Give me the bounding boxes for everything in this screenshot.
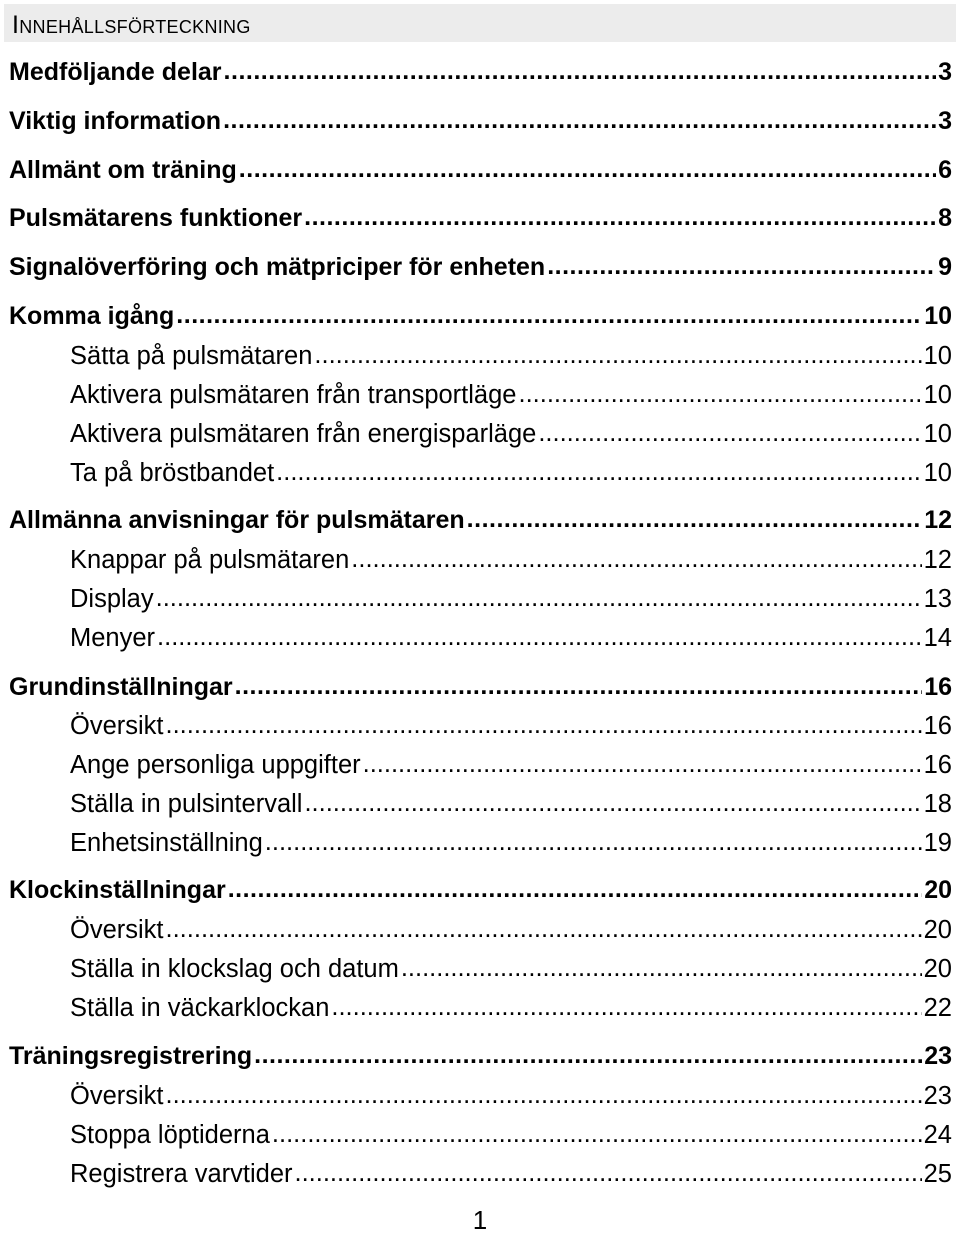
toc-entry-page: 10 bbox=[923, 342, 952, 370]
toc-entry-title: Komma igång bbox=[9, 302, 175, 330]
toc-entry-title: Medföljande delar bbox=[9, 58, 222, 86]
toc-entry-page: 10 bbox=[923, 420, 952, 448]
toc-entry-title: Ställa in pulsintervall bbox=[70, 790, 303, 818]
toc-entry[interactable] bbox=[9, 107, 952, 141]
toc-entry[interactable] bbox=[9, 302, 952, 336]
toc-subentry[interactable] bbox=[70, 712, 952, 746]
toc-entry-title: Allmänna anvisningar för pulsmätaren bbox=[9, 506, 465, 534]
toc-entry-page: 22 bbox=[923, 994, 952, 1022]
toc-entry-title: Översikt bbox=[70, 1082, 164, 1110]
toc-subentry[interactable] bbox=[70, 585, 952, 619]
toc-dot-leader bbox=[228, 875, 922, 904]
toc-entry-title: Sätta på pulsmätaren bbox=[70, 342, 313, 370]
toc-subentry[interactable] bbox=[70, 342, 952, 376]
toc-entry-title: Signalöverföring och mätpriciper för enheten bbox=[9, 253, 546, 281]
toc-dot-leader bbox=[538, 419, 921, 448]
toc-entry-page: 16 bbox=[923, 712, 952, 740]
toc-entry-title: Översikt bbox=[70, 712, 164, 740]
toc-entry-page: 24 bbox=[923, 1121, 952, 1149]
toc-entry-title: Viktig information bbox=[9, 107, 222, 135]
toc-entry-page: 20 bbox=[923, 916, 952, 944]
toc-dot-leader bbox=[295, 1159, 922, 1188]
toc-entry[interactable] bbox=[9, 1042, 952, 1076]
toc-dot-leader bbox=[351, 545, 921, 574]
toc-entry-title: Aktivera pulsmätaren från energisparläge bbox=[70, 420, 537, 448]
toc-entry-page: 3 bbox=[938, 58, 952, 86]
toc-subentry[interactable] bbox=[70, 829, 952, 863]
toc-dot-leader bbox=[224, 57, 937, 86]
toc-entry-title: Knappar på pulsmätaren bbox=[70, 546, 350, 574]
toc-entry-page: 12 bbox=[923, 546, 952, 574]
toc-subentry[interactable] bbox=[70, 916, 952, 950]
toc-entry-page: 13 bbox=[923, 585, 952, 613]
toc-entry-page: 18 bbox=[923, 790, 952, 818]
toc-entry-title: Display bbox=[70, 585, 154, 613]
toc-dot-leader bbox=[518, 380, 921, 409]
toc-entry-title: Översikt bbox=[70, 916, 164, 944]
toc-subentry[interactable] bbox=[70, 955, 952, 989]
toc-subentry[interactable] bbox=[70, 546, 952, 580]
toc-dot-leader bbox=[467, 505, 923, 534]
toc-entry[interactable] bbox=[9, 253, 952, 287]
toc-entry-title: Grundinställningar bbox=[9, 673, 233, 701]
toc-entry-page: 9 bbox=[938, 253, 952, 281]
toc-entry-page: 6 bbox=[938, 156, 952, 184]
toc-entry-title: Ställa in klockslag och datum bbox=[70, 955, 399, 983]
toc-dot-leader bbox=[235, 672, 923, 701]
toc-dot-leader bbox=[157, 623, 922, 652]
toc-entry-title: Registrera varvtider bbox=[70, 1160, 293, 1188]
toc-dot-leader bbox=[265, 828, 922, 857]
toc-subentry[interactable] bbox=[70, 381, 952, 415]
toc-subentry[interactable] bbox=[70, 751, 952, 785]
toc-dot-leader bbox=[304, 203, 936, 232]
toc-dot-leader bbox=[254, 1041, 922, 1070]
toc-subentry[interactable] bbox=[70, 790, 952, 824]
toc-dot-leader bbox=[239, 155, 936, 184]
toc-entry-title: Ta på bröstbandet bbox=[70, 459, 275, 487]
toc-entry-title: Allmänt om träning bbox=[9, 156, 237, 184]
toc-dot-leader bbox=[166, 1081, 922, 1110]
toc-entry-title: Träningsregistrering bbox=[9, 1042, 253, 1070]
toc-subentry[interactable] bbox=[70, 459, 952, 493]
toc-entry-title: Stoppa löptiderna bbox=[70, 1121, 270, 1149]
toc-entry-title: Menyer bbox=[70, 624, 156, 652]
toc-entry-page: 8 bbox=[938, 204, 952, 232]
toc-dot-leader bbox=[272, 1120, 922, 1149]
toc-dot-leader bbox=[176, 301, 922, 330]
toc-entry-title: Pulsmätarens funktioner bbox=[9, 204, 303, 232]
toc-subentry[interactable] bbox=[70, 994, 952, 1028]
toc-subentry[interactable] bbox=[70, 1082, 952, 1116]
toc-dot-leader bbox=[223, 106, 936, 135]
toc-entry[interactable] bbox=[9, 506, 952, 540]
toc-entry-page: 20 bbox=[924, 876, 952, 904]
toc-entry-title: Ange personliga uppgifter bbox=[70, 751, 361, 779]
toc-entry-page: 19 bbox=[923, 829, 952, 857]
toc-dot-leader bbox=[156, 584, 922, 613]
toc-entry-page: 25 bbox=[923, 1160, 952, 1188]
toc-entry-page: 16 bbox=[924, 673, 952, 701]
toc-dot-leader bbox=[363, 750, 922, 779]
toc-dot-leader bbox=[166, 711, 922, 740]
toc-subentry[interactable] bbox=[70, 624, 952, 658]
toc-entry-page: 10 bbox=[923, 459, 952, 487]
toc-dot-leader bbox=[166, 915, 922, 944]
toc-entry[interactable] bbox=[9, 204, 952, 238]
toc-entry-page: 12 bbox=[924, 506, 952, 534]
toc-entry-title: Aktivera pulsmätaren från transportläge bbox=[70, 381, 517, 409]
toc-entry-page: 23 bbox=[923, 1082, 952, 1110]
toc-entry-page: 14 bbox=[923, 624, 952, 652]
toc-entry-title: Ställa in väckarklockan bbox=[70, 994, 330, 1022]
toc-entry[interactable] bbox=[9, 156, 952, 190]
toc-subentry[interactable] bbox=[70, 1160, 952, 1194]
heading-bar bbox=[4, 4, 956, 42]
toc-dot-leader bbox=[331, 993, 921, 1022]
page-number: 1 bbox=[472, 1205, 488, 1235]
toc-dot-leader bbox=[547, 252, 936, 281]
toc-entry-page: 3 bbox=[938, 107, 952, 135]
toc-dot-leader bbox=[276, 458, 921, 487]
toc-subentry[interactable] bbox=[70, 1121, 952, 1155]
toc-entry[interactable] bbox=[9, 876, 952, 910]
toc-entry[interactable] bbox=[9, 58, 952, 92]
toc-entry-page: 10 bbox=[923, 381, 952, 409]
toc-entry-page: 23 bbox=[924, 1042, 952, 1070]
toc-dot-leader bbox=[314, 341, 921, 370]
toc-entry-page: 16 bbox=[923, 751, 952, 779]
toc-subentry[interactable] bbox=[70, 420, 952, 454]
toc-heading: Innehållsförteckning bbox=[12, 11, 251, 39]
toc-entry-page: 10 bbox=[924, 302, 952, 330]
toc-entry-title: Enhetsinställning bbox=[70, 829, 263, 857]
toc-entry[interactable] bbox=[9, 673, 952, 707]
toc-dot-leader bbox=[401, 954, 922, 983]
toc-entry-page: 20 bbox=[923, 955, 952, 983]
toc-dot-leader bbox=[304, 789, 921, 818]
toc-entry-title: Klockinställningar bbox=[9, 876, 226, 904]
